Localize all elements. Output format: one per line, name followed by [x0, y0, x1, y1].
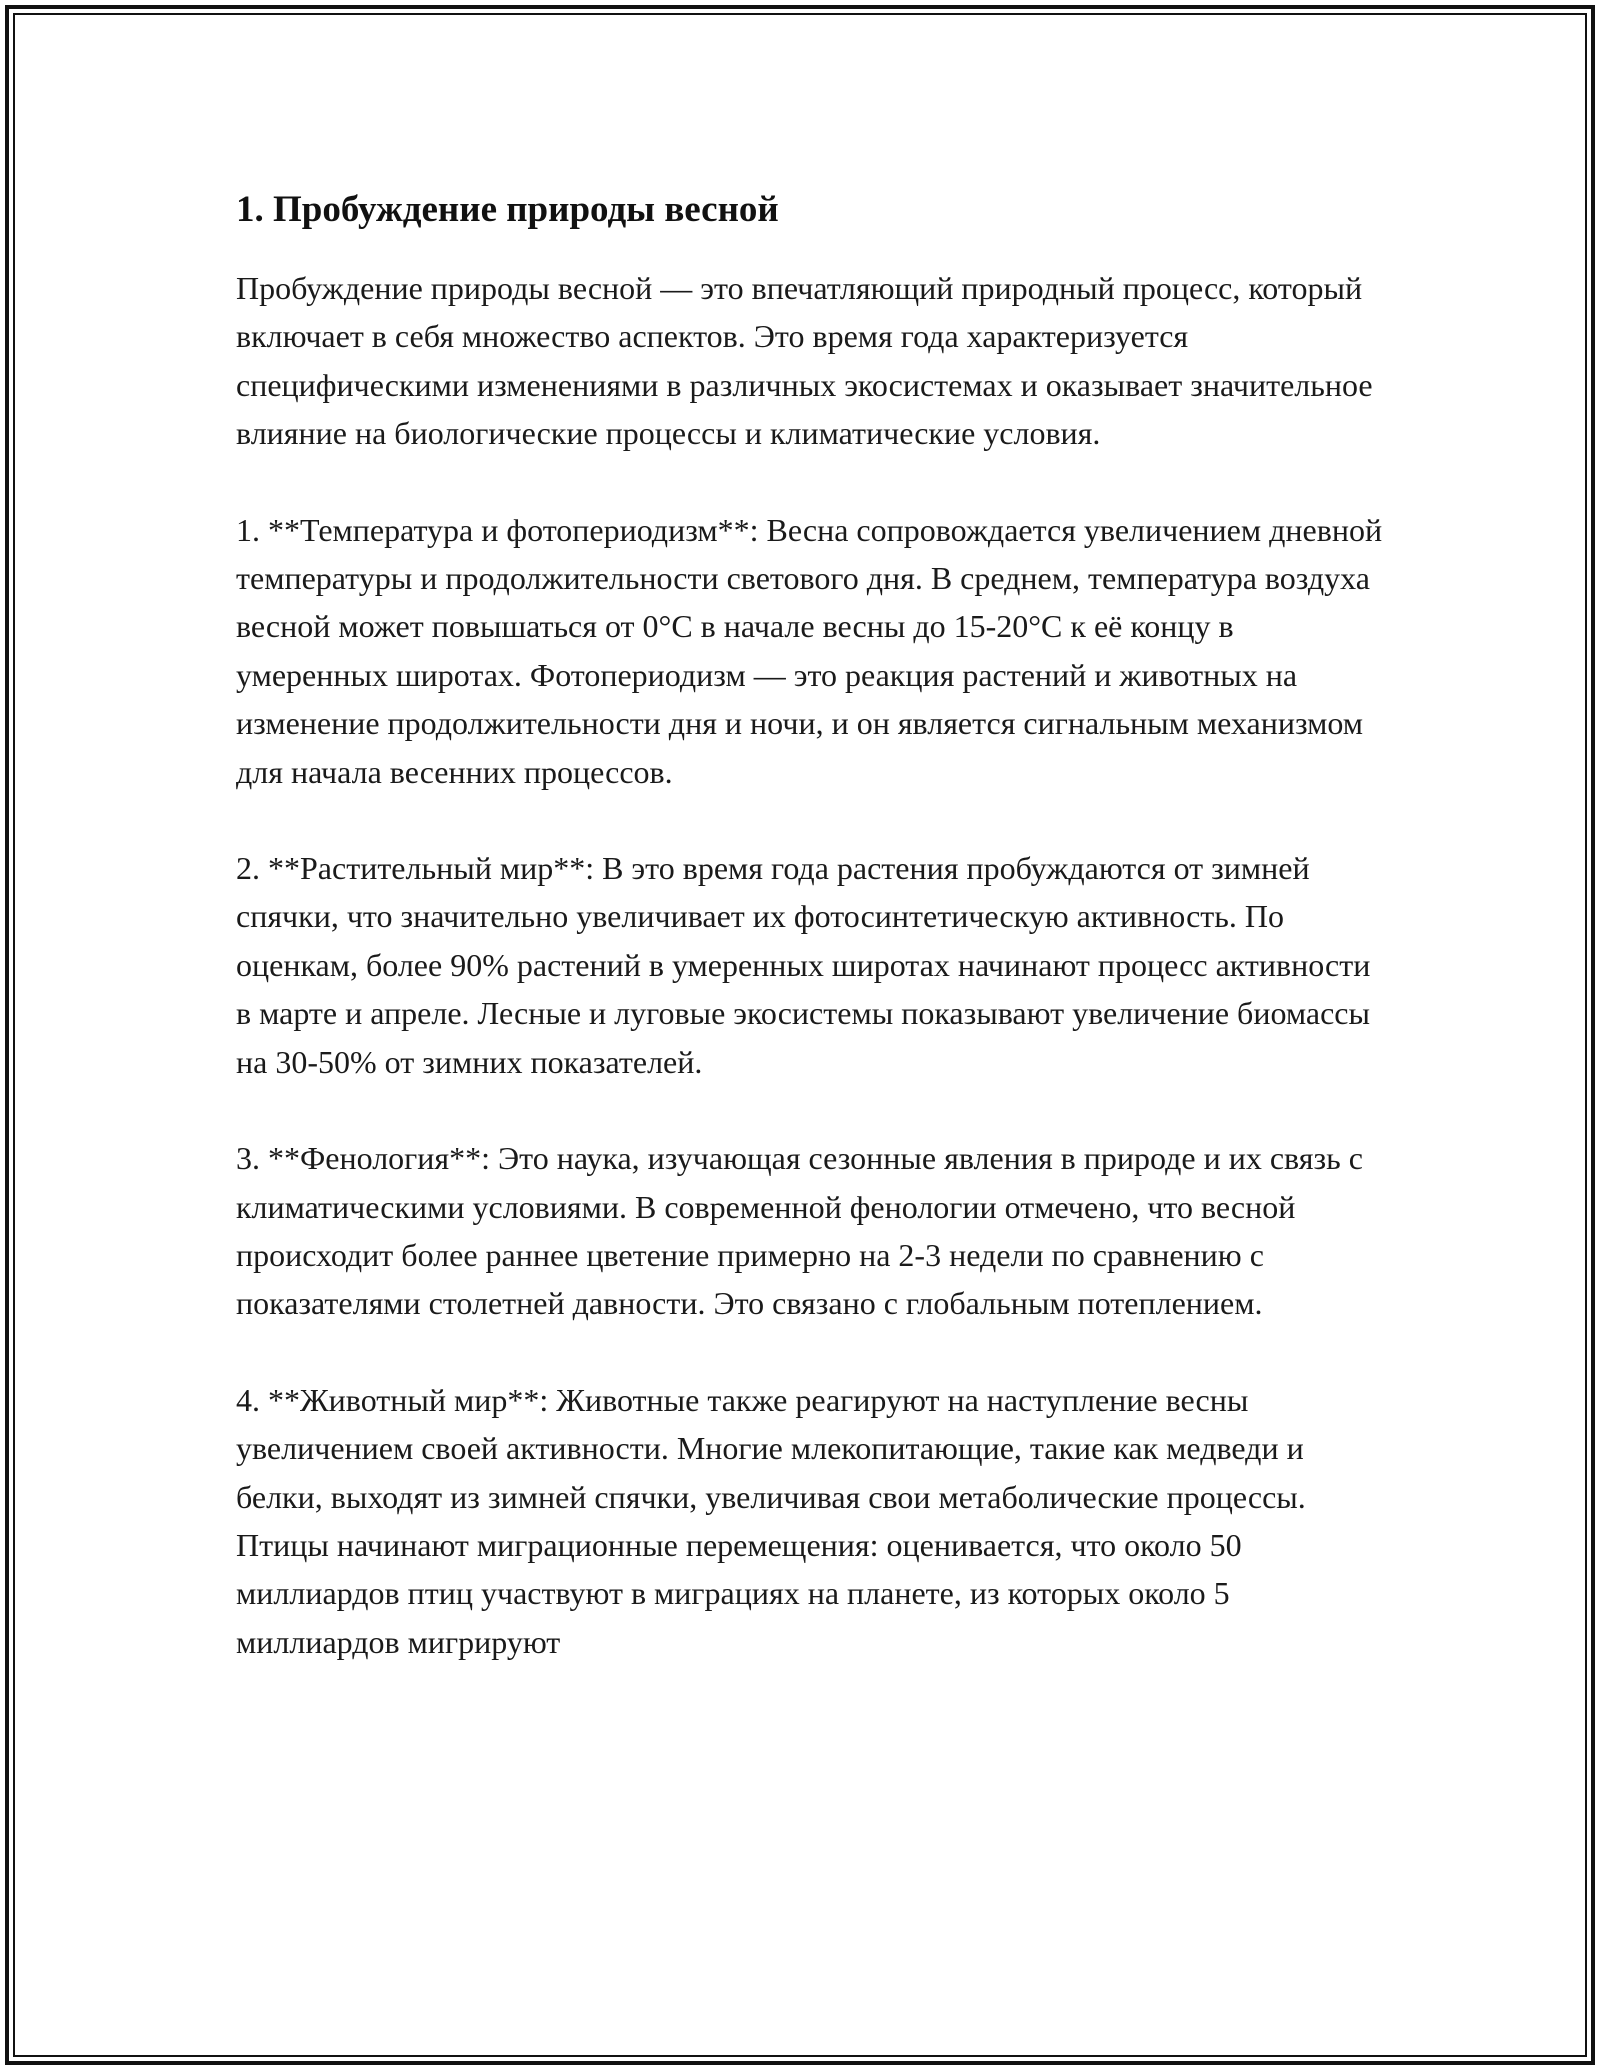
document-body	[236, 186, 1386, 1714]
paragraph-animals: 4. **Животный мир**: Животные также реагируют на наступление весны увеличением своей активности. Многие млекопитающие, такие как медведи и белки, выходят из зимней спячки, увеличивая свои метаболические процессы. Птицы начинают миграционные перемещения: оценивается, что около 50 миллиардов птиц участвуют в миграциях на планете, из которых около 5 миллиардов мигрируют	[236, 1381, 1306, 1660]
paragraph-intro: Пробуждение природы весной — это впечатляющий природный процесс, который включает в себя множество аспектов. Это время года характеризуется специфическими изменениями в различных экосистемах и оказывает значительное влияние на биологические процессы и климатические условия.	[236, 270, 1373, 452]
paragraph-phenology: 3. **Фенология**: Это наука, изучающая сезонные явления в природе и их связь с климатическими условиями. В современной фенологии отмечено, что весной происходит более раннее цветение примерно на 2-3 недели по сравнению с показателями столетней давности. Это связано с глобальным потеплением.	[236, 1140, 1363, 1322]
paragraph-plants: 2. **Растительный мир**: В это время года растения пробуждаются от зимней спячки, что значительно увеличивает их фотосинтетическую активность. По оценкам, более 90% растений в умеренных широтах начинают процесс активности в марте и апреле. Лесные и луговые экосистемы показывают увеличение биомассы на 30-50% от зимних показателей.	[236, 850, 1371, 1080]
paragraph-temperature: 1. **Температура и фотопериодизм**: Весна сопровождается увеличением дневной температуры и продолжительности светового дня. В среднем, температура воздуха весной может повышаться от 0°C в начале весны до 15-20°C к её концу в умеренных широтах. Фотопериодизм — это реакция растений и животных на изменение продолжительности дня и ночи, и он является сигнальным механизмом для начала весенних процессов.	[236, 511, 1383, 790]
document-title: 1. Пробуждение природы весной	[236, 189, 779, 230]
